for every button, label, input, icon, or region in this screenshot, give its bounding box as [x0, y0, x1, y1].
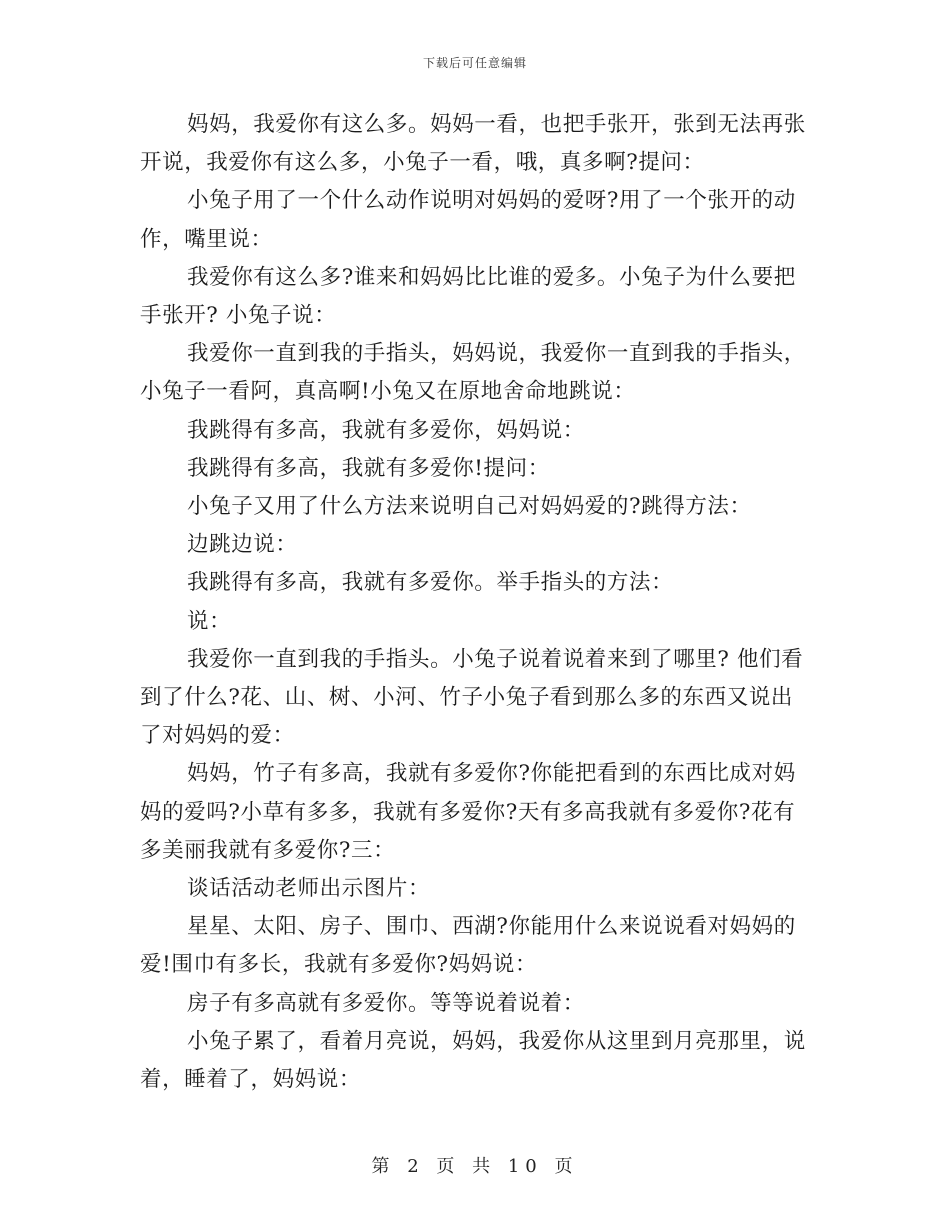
paragraph: 谈话活动老师出示图片：: [187, 876, 431, 902]
paragraph: 我爱你一直到我的手指头。小兔子说着说着来到了哪里? 他们看到了什么?花、山、树、小河、竹子小兔子看到那么多的东西又说出了对妈妈的爱：: [140, 646, 804, 749]
paragraph: 房子有多高就有多爱你。等等说着说着：: [187, 990, 585, 1016]
paragraph: 我爱你有这么多?谁来和妈妈比比谁的爱多。小兔子为什么要把手张开? 小兔子说：: [140, 264, 796, 329]
paragraph: 星星、太阳、房子、围巾、西湖?你能用什么来说说看对妈妈的爱!围巾有多长，我就有多爱你?妈妈说：: [140, 914, 796, 978]
paragraph: 边跳边说：: [187, 532, 298, 558]
paragraph: 我跳得有多高，我就有多爱你!提问：: [187, 455, 550, 481]
page-header-note: 下载后可任意编辑: [422, 56, 527, 70]
paragraph: 我爱你一直到我的手指头，妈妈说，我爱你一直到我的手指头，小兔子一看阿，真高啊!小兔又在原地舍命地跳说：: [140, 341, 806, 405]
paragraph: 我跳得有多高，我就有多爱你。举手指头的方法：: [187, 570, 674, 596]
paragraph: 妈妈，竹子有多高，我就有多爱你?你能把看到的东西比成对妈妈的爱吗?小草有多多，我就有多爱你?天有多高我就有多爱你?花有多美丽我就有多爱你?三：: [140, 761, 796, 863]
paragraph: 我跳得有多高，我就有多爱你，妈妈说：: [187, 417, 585, 443]
paragraph: 说：: [187, 608, 232, 634]
paragraph: 妈妈，我爱你有这么多。妈妈一看，也把手张开，张到无法再张开说，我爱你有这么多，小兔子一看，哦，真多啊?提问：: [140, 112, 806, 176]
document-body: [140, 106, 810, 1099]
paragraph: 小兔子用了一个什么动作说明对妈妈的爱呀?用了一个张开的动作，嘴里说：: [140, 188, 796, 252]
paragraph: 小兔子又用了什么方法来说明自己对妈妈爱的?跳得方法：: [187, 494, 752, 520]
page-number-footer: 第 2 页 共 10 页: [371, 1156, 579, 1177]
paragraph: 小兔子累了，看着月亮说，妈妈，我爱你从这里到月亮那里，说着，睡着了，妈妈说：: [140, 1028, 806, 1093]
